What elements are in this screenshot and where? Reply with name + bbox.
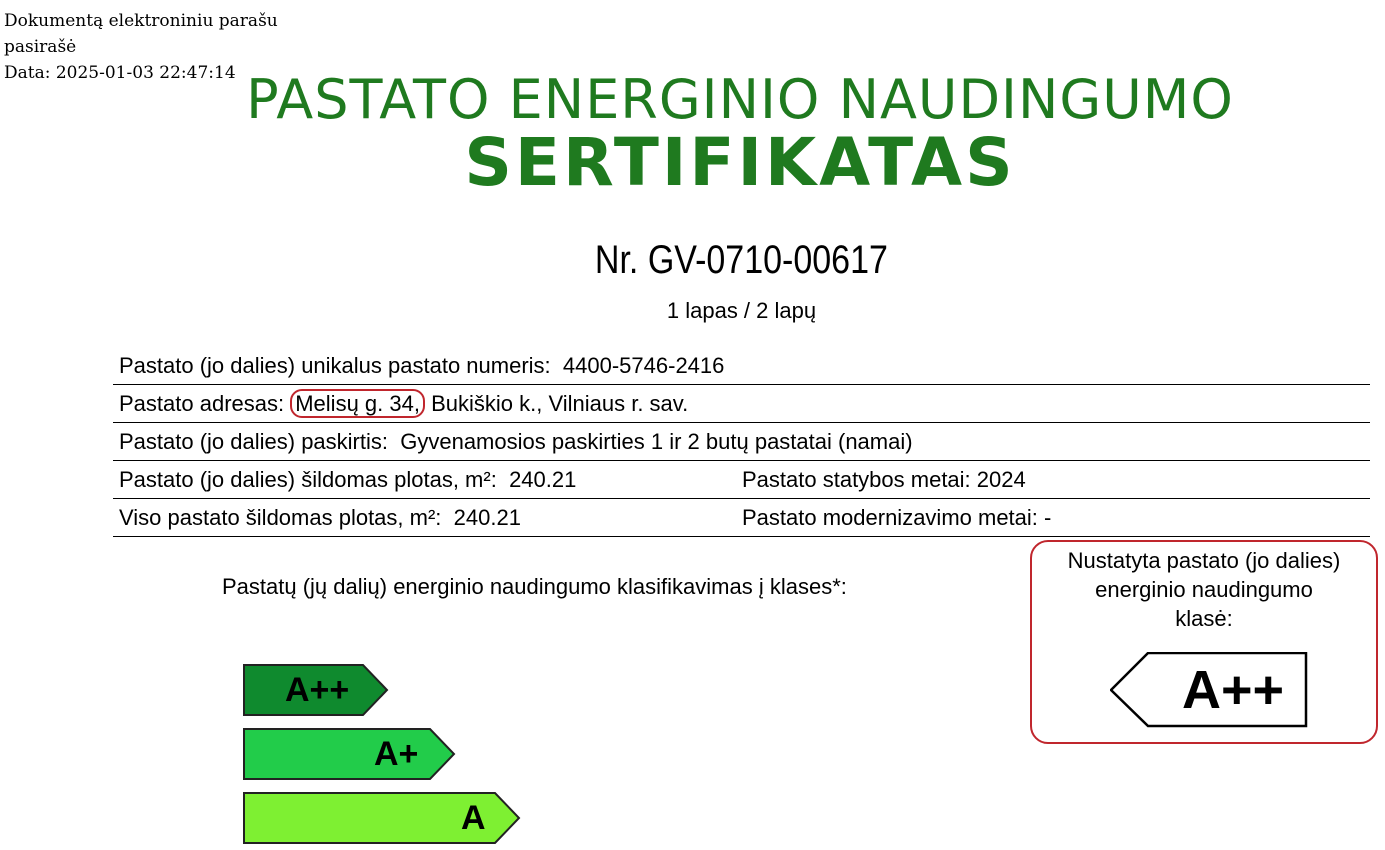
build-year-label: Pastato statybos metai:: [742, 467, 971, 492]
building-info-table: [113, 347, 1370, 537]
energy-class-bar-a: [243, 792, 521, 844]
certificate-title-line-1: PASTATO ENERGINIO NAUDINGUMO: [246, 68, 1234, 131]
energy-class-bar-a-plus: [243, 728, 456, 780]
total-area-value: 240.21: [453, 505, 521, 530]
determined-class-box: [1030, 540, 1378, 744]
certificate-title-line-2: SERTIFIKATAS: [464, 124, 1016, 201]
energy-class-label: A++: [285, 671, 350, 709]
unique-number-label: Pastato (jo dalies) unikalus pastato numeris:: [119, 353, 551, 378]
purpose-row: [113, 423, 1370, 461]
address-street-highlight: Melisų g. 34,: [290, 389, 425, 418]
heated-area-label: Pastato (jo dalies) šildomas plotas, m²:: [119, 467, 497, 492]
unique-number-value: 4400-5746-2416: [562, 353, 725, 378]
heated-area-row: [113, 461, 1370, 499]
energy-class-label: A+: [374, 735, 419, 773]
signature-line-1: Dokumentą elektroniniu parašu: [4, 11, 278, 31]
purpose-value: Gyvenamosios paskirties 1 ir 2 butų pastatai (namai): [400, 429, 913, 454]
class-bar-shape: [244, 729, 454, 779]
energy-class-bar-a-plus-plus: [243, 664, 389, 716]
heated-area-value: 240.21: [509, 467, 577, 492]
modernization-value: -: [1044, 505, 1052, 530]
determined-class-arrow: [1110, 652, 1308, 728]
address-row: [113, 385, 1370, 423]
determined-class-label: A++: [1181, 660, 1285, 720]
energy-class-label: A: [461, 799, 486, 837]
address-label: Pastato adresas:: [119, 391, 285, 416]
address-rest: Bukiškio k., Vilniaus r. sav.: [431, 391, 689, 416]
page-count: 1 lapas / 2 lapų: [666, 298, 817, 323]
purpose-label: Pastato (jo dalies) paskirtis:: [119, 429, 388, 454]
build-year-value: 2024: [976, 467, 1026, 492]
total-area-row: [113, 499, 1370, 537]
classification-label: Pastatų (jų dalių) energinio naudingumo klasifikavimas į klases*:: [222, 574, 847, 599]
total-area-label: Viso pastato šildomas plotas, m²:: [119, 505, 442, 530]
signature-date: Data: 2025-01-03 22:47:14: [4, 63, 236, 83]
unique-number-row: [113, 347, 1370, 385]
modernization-label: Pastato modernizavimo metai:: [742, 505, 1038, 530]
certificate-number: Nr. GV-0710-00617: [594, 238, 888, 282]
determined-class-title: Nustatyta pastato (jo dalies) energinio naudingumo klasė:: [1067, 548, 1341, 631]
signature-line-2: pasirašė: [4, 37, 77, 57]
